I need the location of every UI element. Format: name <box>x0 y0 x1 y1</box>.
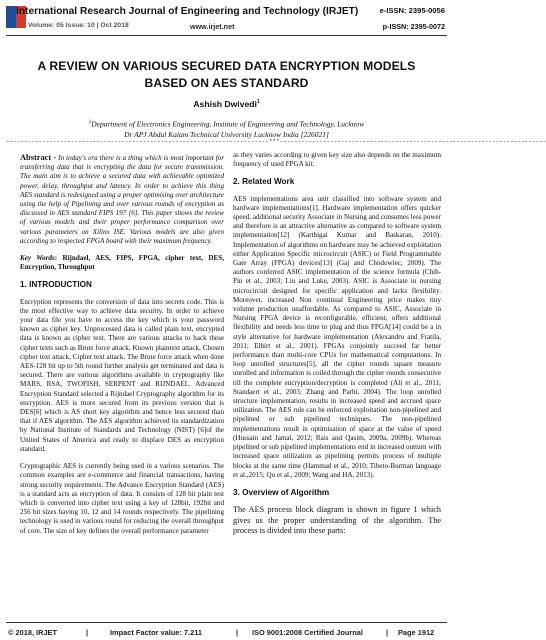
e-issn: e-ISSN: 2395-0056 <box>379 6 445 15</box>
affiliation-line-1-text: Department of Electronics Engineering, Institute of Engineering and Technology, Lucknow <box>91 119 365 129</box>
overview-paragraph: The AES process block diagram is shown in figure 1 which gives us the proper understanding of the algorithm. The process is divided into these parts: <box>233 505 441 536</box>
related-work-paragraph: AES implementations area unit classified into software system and hardware implementations[1]. Hardware implementation offers quicker speed, additional security Associate in Nursing and consumes less power and therefore is an attractive alternative as compared to software system implementation[12] (Karthigai Kumar and Baskaran, 2010). Implementation of algorithms on hardware may be achieved exploitation either Application Specific microcircuit (ASIC) or Field Programmable Gate Array (FPGA) devices[13] (Gaj and Chodowiec, 2009). The authors conferred ASIC implementation of the science formula (Chih-Pin et al., 2003; Liu and Luke, 2003). ASIC is Associate in nursing microcircuit designed for specific application and lacks flexibility. Moreover, increased Non continual Engineering price makes tiny volume production unaffordable. As compared to ASIC, Associate in Nursing FPGA device is reconfigurable, efficient, offers additional flexibility and needs less time to plug and thus FPGA[14] could be a in style alternative for hardware implementation (Alexandru and Fratila, 2011; Elbirt et al., 2001). FPGAs conjointly succeed far better performance than multi-core CPUs for mathematical computations. In loop unrolled structures[5], all the cipher rounds square measure unrolled and information is coiled through the cipher rounds consecutive till the complete encryption/decryption is completed (Ali et al., 2011; Standaert et al., 2003; Zhang and Parhi, 2004). The loop unrolled structure implementation, results in increased speed and accrued space utilization. The AES rule can be enforced exploitation non-pipelined and pipelined or sub pipelined techniques. The non-pipelined implementations result in optimisation of space at the value of speed (Hussain and Jamal, 2012; Rais and Qasim, 2009a, 2009b). Whereas pipelined or sub pipelined implementations end in increased outturn with increased space utilization as pipelining permits process of multiple blocks at the same time (Hammad et al., 2010; Tibeto-Burman language et al.,2015; Qu et al., 2009; Wang and HA, 2013). <box>233 194 441 479</box>
journal-website: www.irjet.net <box>190 22 235 31</box>
header-rule <box>6 35 447 36</box>
author-sup: 1 <box>256 99 260 106</box>
abstract-heading: Abstract - <box>20 153 57 162</box>
footer-divider-3: | <box>386 628 389 637</box>
paper-title: A REVIEW ON VARIOUS SECURED DATA ENCRYPTION MODELS BASED ON AES STANDARD <box>37 59 416 90</box>
footer-divider-2: | <box>236 628 239 637</box>
intro-paragraph-2: Cryptographic AES is currently being used in a various scenarios. The common examples are e-commerce and financial transactions, having strong security requirements. The Advance Encryption Standard (AES) is a standard acts as encryption of data. It consists of 128 bit plain test which is converted into cipher text using a key of 128bit, 192bit and 256 bit sizes having 10, 12 and 14 rounds respectively. The pipelining technology is used in various round for reducing the overall throughput of core. The size of key defines the overall performance parameter <box>20 462 224 535</box>
footer-page: Page 1912 <box>398 628 435 637</box>
overview-heading: 3. Overview of Algorithm <box>233 487 330 497</box>
affiliation-line-1 <box>0 118 453 130</box>
page-footer <box>0 622 453 640</box>
footer-divider-1: | <box>86 628 89 637</box>
related-work-heading: 2. Related Work <box>233 177 295 187</box>
affiliation-line-2: Dr APJ Abdul Kalam Technical University Lucknow India [226021] <box>124 129 329 139</box>
keywords-label: Key Words <box>20 254 55 263</box>
left-column <box>20 153 224 544</box>
keywords <box>20 254 224 272</box>
author-name <box>0 99 453 109</box>
journal-volume: Volume: 05 Issue: 10 | Oct 2018 <box>28 22 129 29</box>
footer-iso: ISO 9001:2008 Certified Journal <box>252 628 363 637</box>
intro-paragraph-1: Encryption represents the conversion of data into secrets code. This is the most effective way to achieve data security. In order to achieve your data file you have to access the key which is your password known as cipher key. Unprocessed data is called plain text, encrypted data is known as cipher text. There are various attacks to hack these cipher texts such as Brute force attack, Known plaintext attack, Chosen cipher text attack, Cipher text attack. The Brute force attack when done AES-128 bit up to 5th round further analysis get terminated and data is secured. There are various algorithms available in cryptography like MARS, RSA, TWOFISH, SERPENT and RIJNDAEL. Advanced Encryption Standard selected a Rijndael Cryptography algorithm for its encryption. AES is more secured from its previous version that is DES[6] which is AS short key algorithm and hence less secured than that if AES algorithm. The AES algorithm achieved its standardization by National Institute of Standards and Technology (NIST) [6]of the United States of America and ready to displace DES as encryption standard. <box>20 297 224 453</box>
abstract-text: In today's era there is a thing which is most important for transferring data that is encrypting the data for secure transmission. The main aim is to achieve a secured data with achievable optimized power, delay, throughput and latency. In order to achieve this thing AES standard is redesigned using a proper optimising over architecture using the help of Pipelining and over various rounds of encryption as discussed in AES standard FIPS 197 [6]. This paper shows the review of various models and their proper performance comparison over various parameters on Xilinx ISE. Various models are also given according to respected FPGA board with their maximum frequency. <box>20 154 224 245</box>
author-text: Ashish Dwivedi <box>193 99 257 109</box>
footer-rule <box>6 622 447 623</box>
p-issn: p-ISSN: 2395-0072 <box>382 22 445 31</box>
footer-copyright: © 2018, IRJET <box>8 628 57 637</box>
keywords-text: : Rijndael, AES, FIPS, FPGA, cipher text, DES, Encryption, Throughput <box>20 254 224 272</box>
right-column <box>233 151 441 545</box>
journal-header <box>0 0 453 48</box>
footer-impact-factor: Impact Factor value: 7.211 <box>110 628 203 637</box>
header-separator: -------------------------------------------------------------------------***-------------------------------------------------------------------------- <box>6 138 546 145</box>
continuation-paragraph: as they varies according to given key size also depends on the maximum frequency of used FPGA kit. <box>233 151 441 169</box>
affiliation <box>0 118 453 140</box>
journal-name: International Research Journal of Engineering and Technology (IRJET) <box>16 6 359 17</box>
introduction-heading: 1. INTRODUCTION <box>20 280 92 290</box>
affiliation-sup: 1 <box>88 120 92 125</box>
abstract <box>20 153 224 246</box>
